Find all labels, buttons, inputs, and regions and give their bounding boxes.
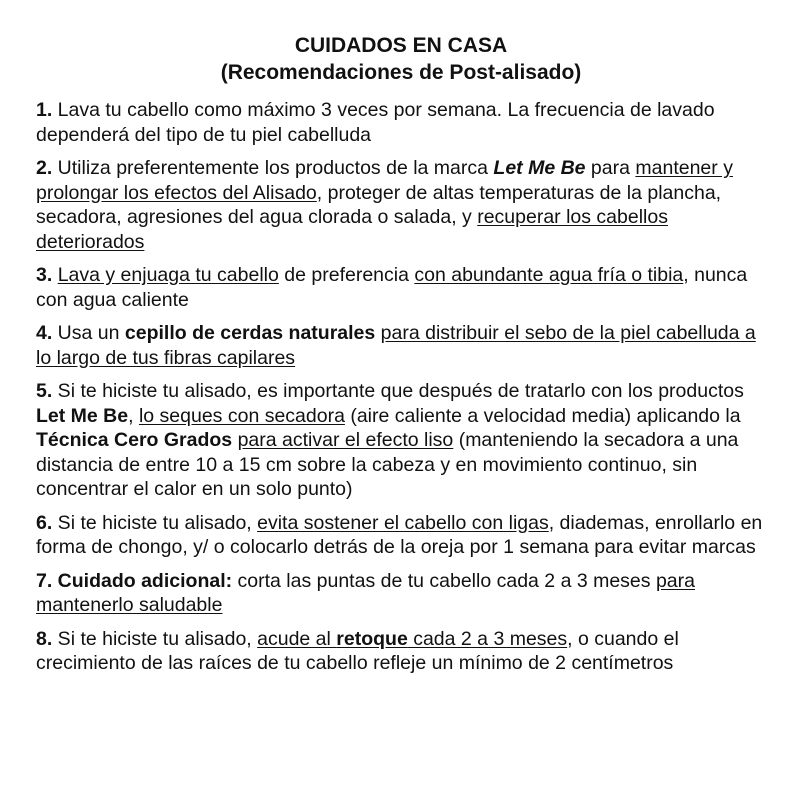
item-text: Técnica Cero Grados — [36, 429, 233, 451]
recommendation-item — [36, 98, 766, 147]
item-text: para mantenerlo saludable — [36, 569, 695, 616]
item-number: 5. — [36, 380, 53, 402]
item-number: 4. — [36, 322, 53, 344]
item-text: para distribuir el sebo de la piel cabelluda a lo largo de tus fibras capilares — [36, 322, 756, 369]
item-text: Usa un — [52, 322, 125, 344]
item-text: , o cuando el crecimiento de las raíces de tu cabello refleje un mínimo de 2 centímetros — [36, 627, 679, 674]
recommendations-list — [36, 98, 766, 676]
item-text: retoque — [336, 627, 408, 650]
item-number: 6. — [36, 511, 53, 534]
item-text: , nunca con agua caliente — [36, 264, 748, 311]
item-text: Si te hiciste tu alisado, — [52, 511, 258, 534]
item-text: evita sostener el cabello con ligas — [257, 511, 549, 534]
document-title: CUIDADOS EN CASA — [294, 34, 508, 57]
item-text: Cuidado adicional: — [52, 569, 233, 592]
document-subtitle: (Recomendaciones de Post-alisado) — [220, 61, 582, 84]
item-text: corta las puntas de tu cabello cada 2 a 3 meses — [232, 569, 656, 592]
item-text: Let Me Be — [36, 404, 129, 427]
recommendation-item — [36, 511, 766, 560]
item-text: cepillo de cerdas naturales — [124, 322, 376, 344]
item-text: recuperar los cabellos deteriorados — [36, 206, 668, 253]
item-text: cada 2 a 3 meses — [407, 627, 568, 650]
item-number: 1. — [36, 99, 53, 121]
recommendation-item — [36, 627, 766, 676]
recommendation-item — [36, 569, 766, 618]
item-text: , — [128, 404, 139, 427]
item-text: , diademas, enrollarlo en forma de chongo, y/ o colocarlo detrás de la oreja por 1 semana para evitar marcas — [36, 511, 763, 558]
item-number: 8. — [36, 627, 53, 650]
item-number: 3. — [36, 264, 53, 286]
item-text: Lava tu cabello como máximo 3 veces por semana. La frecuencia de lavado dependerá del tipo de tu piel cabelluda — [36, 99, 715, 146]
recommendation-item — [36, 379, 766, 502]
item-text: para activar el efecto liso — [237, 429, 454, 451]
item-text: acude al — [257, 627, 337, 650]
recommendation-item — [36, 156, 766, 254]
recommendation-item — [36, 263, 766, 312]
item-text: Si te hiciste tu alisado, es importante que después de tratarlo con los productos — [52, 380, 744, 402]
item-text: Si te hiciste tu alisado, — [52, 627, 258, 650]
item-text: con abundante agua fría o tibia — [414, 264, 684, 286]
item-text: (manteniendo la secadora a una distancia de entre 10 a 15 cm sobre la cabeza y en movimiento continuo, sin concentrar el calor en un solo punto) — [36, 429, 739, 500]
item-text: para — [585, 157, 636, 179]
item-text: Utiliza preferentemente los productos de la marca — [52, 157, 494, 179]
item-text: Let Me Be — [493, 157, 586, 179]
item-text: Lava y enjuaga tu cabello — [57, 264, 279, 286]
item-text: de preferencia — [278, 264, 415, 286]
item-text: (aire caliente a velocidad media) aplicando la — [344, 404, 741, 427]
item-text: , proteger de altas temperaturas de la plancha, secadora, agresiones del agua clorada o salada, y — [36, 181, 722, 228]
item-number: 2. — [36, 157, 53, 179]
item-number: 7. — [36, 569, 53, 592]
item-text: lo seques con secadora — [138, 404, 345, 427]
item-text: mantener y prolongar los efectos del Alisado — [36, 157, 733, 204]
recommendation-item — [36, 321, 766, 370]
